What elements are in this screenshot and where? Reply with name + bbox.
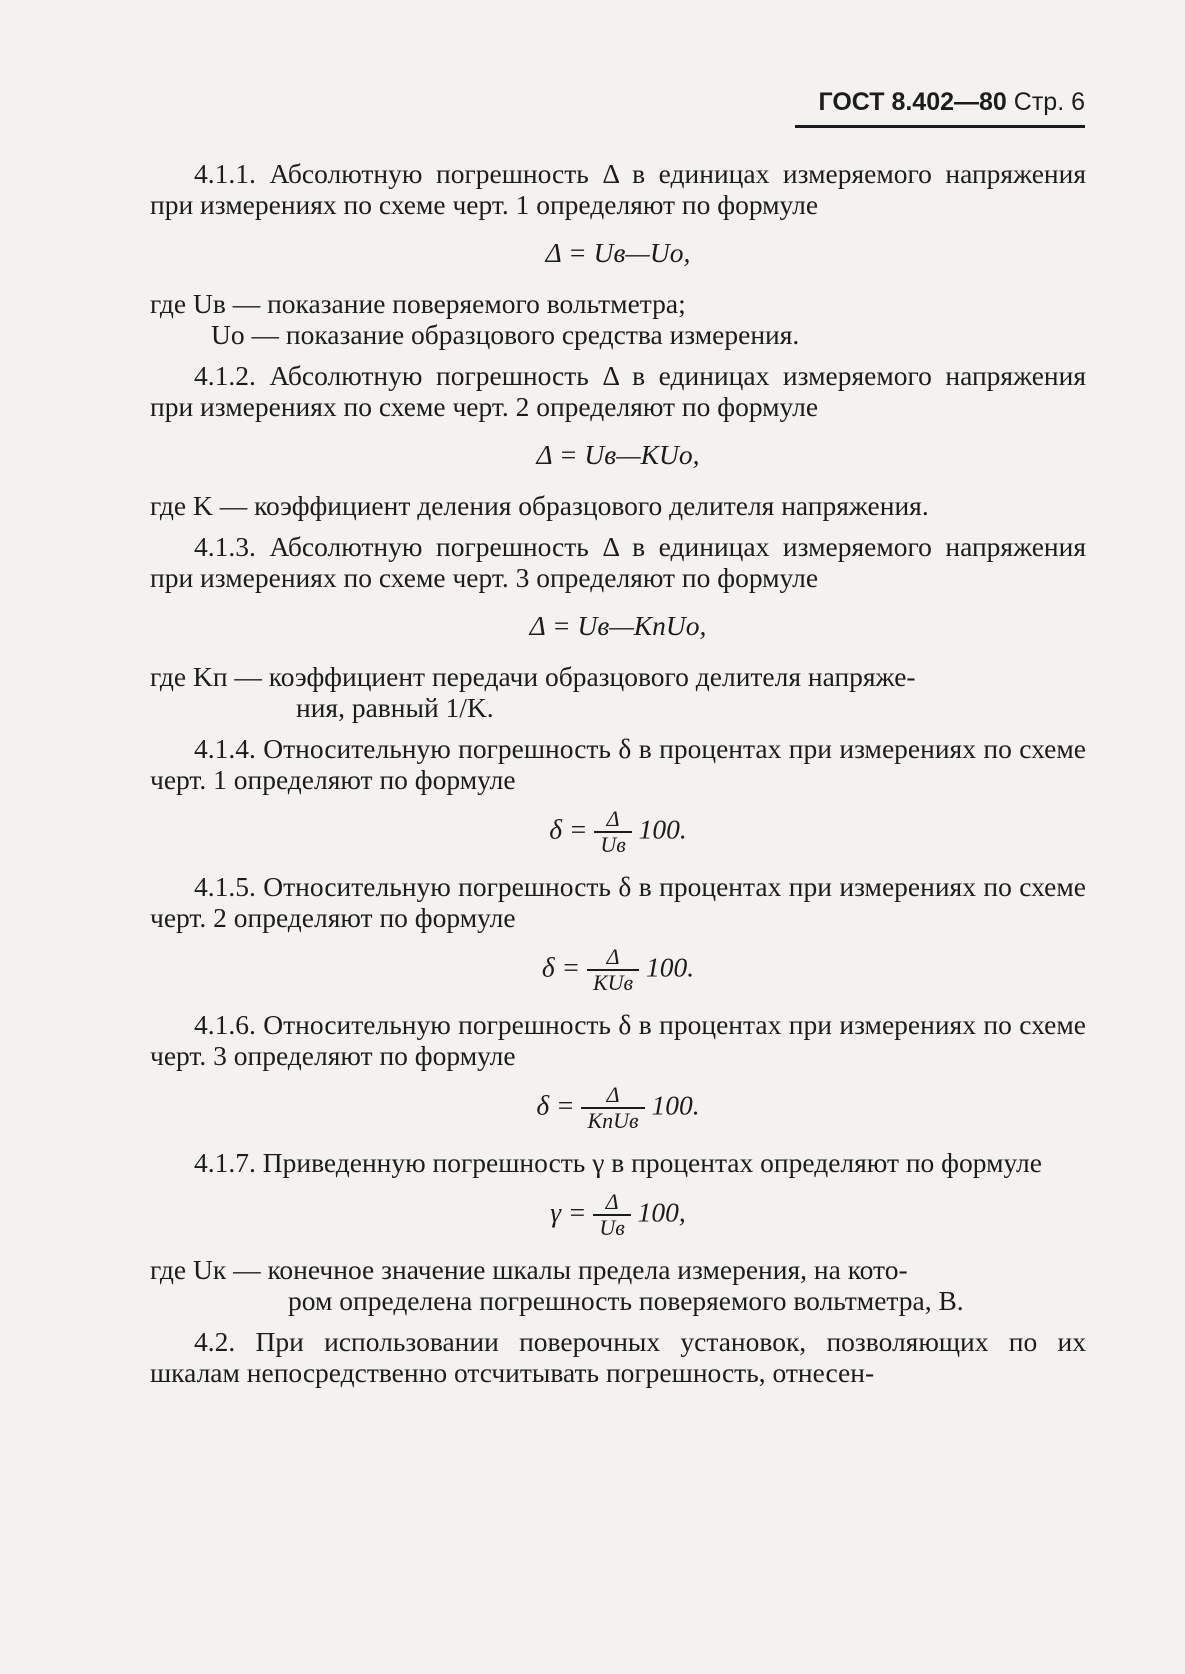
formula-4-1-3: Δ = Uв—KпUо,	[529, 610, 707, 641]
formula-4-1-6	[150, 1083, 1086, 1133]
where-4-1-7-b: ром определена погрешность поверяемого вольтметра, В.	[288, 1285, 964, 1316]
where-4-1-3-b: ния, равный 1/K.	[296, 692, 494, 723]
formula-rhs: 100.	[638, 813, 687, 845]
paragraph-4-1-3: 4.1.3. Абсолютную погрешность Δ в единицах измеряемого напряжения при измерениях по схеме черт. 3 определяют по формуле	[150, 531, 1086, 593]
page-header	[795, 88, 1085, 128]
formula-lhs: δ =	[541, 951, 581, 983]
standard-number: ГОСТ 8.402—80	[818, 88, 1007, 116]
fraction	[594, 807, 631, 857]
fraction-denominator: Uв	[600, 832, 626, 857]
paragraph-4-1-6: 4.1.6. Относительную погрешность δ в процентах при измерениях по схеме черт. 3 определяют по формуле	[150, 1009, 1086, 1071]
formula-lhs: δ =	[536, 1089, 575, 1121]
formula-lhs: γ =	[550, 1196, 587, 1228]
formula-4-1-5	[150, 945, 1086, 995]
paragraph-4-2: 4.2. При использовании поверочных установок, позволяющих по их шкалам непосредственно отсчитывать погрешность, отнесен-	[150, 1326, 1086, 1388]
paragraph-4-1-7: 4.1.7. Приведенную погрешность γ в процентах определяют по формуле	[194, 1147, 1042, 1178]
page-number: Стр. 6	[1013, 88, 1085, 116]
fraction	[581, 1083, 644, 1133]
formula-4-1-4	[150, 807, 1086, 857]
formula-rhs: 100.	[651, 1089, 700, 1121]
fraction-numerator: Δ	[593, 1190, 630, 1216]
formula-4-1-2: Δ = Uв—KUо,	[536, 439, 700, 470]
fraction	[587, 945, 639, 995]
formula-4-1-1: Δ = Uв—Uо,	[545, 237, 691, 268]
document-body	[150, 158, 1086, 1388]
fraction-numerator: Δ	[594, 807, 631, 833]
where-4-1-7-a: где Uк — конечное значение шкалы предела измерения, на кото-	[150, 1254, 908, 1285]
formula-rhs: 100,	[637, 1196, 686, 1228]
fraction-numerator: Δ	[581, 1083, 644, 1109]
fraction	[593, 1190, 630, 1240]
paragraph-4-1-5: 4.1.5. Относительную погрешность δ в процентах при измерениях по схеме черт. 2 определяют по формуле	[150, 871, 1086, 933]
where-4-1-1-b: Uо — показание образцового средства измерения.	[211, 319, 800, 350]
fraction-denominator: Uв	[599, 1215, 625, 1240]
formula-4-1-7	[150, 1190, 1086, 1240]
where-4-1-2: где K — коэффициент деления образцового делителя напряжения.	[150, 490, 929, 521]
paragraph-4-1-2: 4.1.2. Абсолютную погрешность Δ в единицах измеряемого напряжения при измерениях по схеме черт. 2 определяют по формуле	[150, 360, 1086, 422]
paragraph-4-1-1: 4.1.1. Абсолютную погрешность Δ в единицах измеряемого напряжения при измерениях по схеме черт. 1 определяют по формуле	[150, 158, 1086, 220]
fraction-denominator: KUв	[592, 970, 634, 995]
where-4-1-1-a: где Uв — показание поверяемого вольтметра;	[150, 288, 686, 319]
fraction-denominator: KпUв	[587, 1108, 639, 1133]
formula-lhs: δ =	[549, 813, 588, 845]
paragraph-4-1-4: 4.1.4. Относительную погрешность δ в процентах при измерениях по схеме черт. 1 определяют по формуле	[150, 733, 1086, 795]
where-4-1-3-a: где Kп — коэффициент передачи образцового делителя напряже-	[150, 661, 916, 692]
formula-rhs: 100.	[645, 951, 695, 983]
fraction-numerator: Δ	[587, 945, 639, 971]
